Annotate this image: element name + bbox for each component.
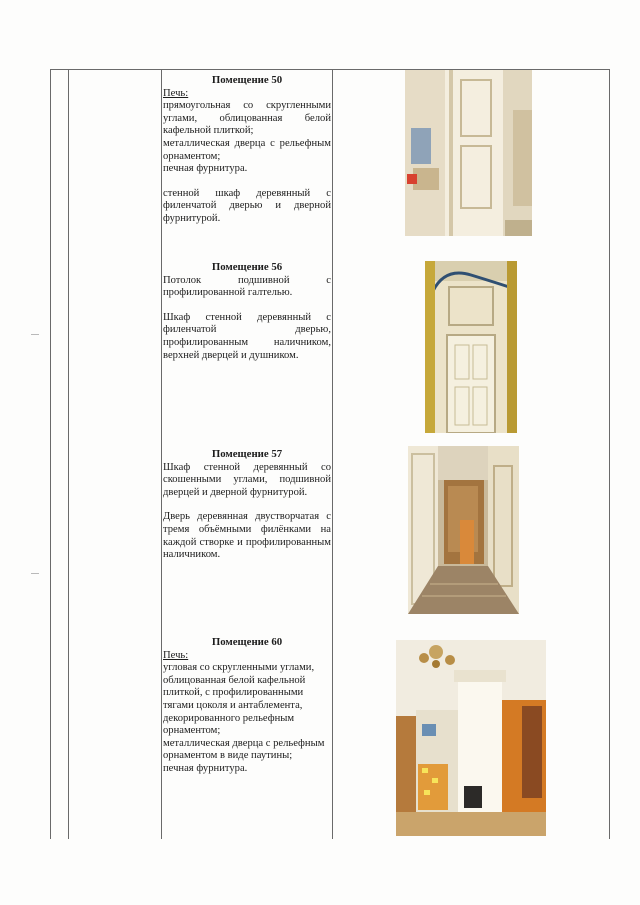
section-heading-stove: Печь: <box>163 87 189 99</box>
table-left-border <box>50 69 51 839</box>
paragraph-gap <box>163 499 331 511</box>
room-title: Помещение 57 <box>211 448 283 460</box>
description-line: металлическая дверца с рельефным орнаментом; <box>163 137 331 162</box>
room-title: Помещение 50 <box>211 74 283 86</box>
paragraph-gap <box>163 176 331 188</box>
section-heading-stove: Печь: <box>163 649 189 661</box>
photo-room-57-cabinet-door <box>408 446 519 614</box>
description-line: Шкаф стенной деревянный со скошенными углами, подшивной дверцей и дверной фурнитурой. <box>163 461 331 498</box>
description-line: печная фурнитура. <box>163 762 248 774</box>
description-line: печная фурнитура. <box>163 163 248 175</box>
description-line: угловая со скругленными углами, облицованная белой кафельной плиткой, с профилированными тягами цоколя и антаблемента, декорированного рельефным орнаментом; <box>163 662 315 737</box>
description-line: Дверь деревянная двустворчатая с тремя объёмными филёнками на каждой створке и профилированным наличником. <box>163 511 331 561</box>
table-right-border <box>609 69 610 839</box>
table-column-divider-3 <box>332 69 333 839</box>
description-line: Шкаф стенной деревянный с филенчатой дверью, профилированным наличником, верхней дверцей и душником. <box>163 311 331 361</box>
photo-room-60-corner-stove <box>396 640 546 836</box>
paragraph-gap <box>163 300 331 312</box>
photo-room-50-stove-cabinet <box>405 70 532 236</box>
table-column-divider-1 <box>68 69 69 839</box>
section-room-56 <box>163 261 331 362</box>
room-title: Помещение 56 <box>211 261 283 273</box>
photo-room-56-ceiling-cabinet <box>425 261 517 433</box>
section-room-60 <box>163 636 331 776</box>
description-line: Потолок подшивной с профилированной галтелью. <box>163 274 331 299</box>
section-room-50 <box>163 74 331 226</box>
room-title: Помещение 60 <box>211 636 283 648</box>
table-column-divider-2 <box>161 69 162 839</box>
scan-margin-mark <box>31 334 39 335</box>
section-room-57 <box>163 448 331 562</box>
description-line: прямоугольная со скругленными углами, облицованная белой кафельной плиткой; <box>163 100 331 137</box>
scan-margin-mark <box>31 573 39 574</box>
description-line: стенной шкаф деревянный с филенчатой дверью и дверной фурнитурой. <box>163 187 331 224</box>
description-line: металлическая дверца с рельефным орнаментом в виде паутины; <box>163 737 325 762</box>
